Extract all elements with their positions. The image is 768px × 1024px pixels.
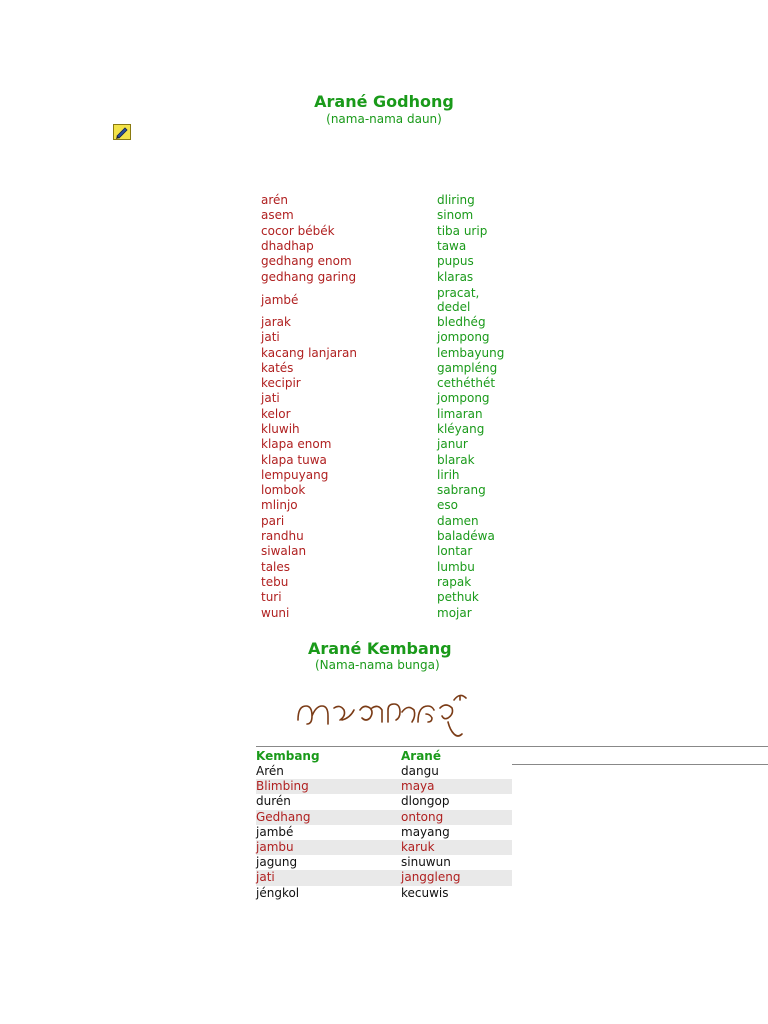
leaves-title: Arané Godhong [314,92,454,111]
table-row [261,208,504,223]
leaf-name: blarak [437,452,475,467]
flower-name: janggleng [401,870,512,885]
plant-name: kacang lanjaran [261,345,357,360]
leaf-name: kléyang [437,422,485,436]
flower-plant: Blimbing [256,779,401,794]
pencil-edit-icon[interactable] [113,124,131,140]
column-header-arane: Arané [401,749,441,763]
flower-name: karuk [401,840,512,855]
leaf-name: lembayung [437,345,505,360]
table-row [261,254,504,269]
flower-plant: jambé [256,825,401,840]
plant-name: jarak [261,314,291,329]
leaves-subtitle: (nama-nama daun) [326,112,442,126]
plant-name: jati [261,330,280,345]
table-row [261,285,504,315]
table-row [256,794,512,809]
leaf-name: gampléng [437,360,498,375]
table-row [261,239,504,254]
plant-name: tebu [261,574,289,589]
flower-plant: Gedhang [256,810,401,825]
flowers-title: Arané Kembang [308,639,452,658]
plant-name: jati [261,391,280,406]
table-row [261,391,504,406]
flower-plant: Arén [256,764,401,779]
table-row [256,779,512,794]
plant-name: cocor bébék [261,223,335,238]
leaf-name: tiba urip [437,223,488,238]
plant-name: katés [261,360,294,375]
leaf-name: jompong [437,330,490,345]
plant-name: siwalan [261,544,307,559]
flowers-subtitle: (Nama-nama bunga) [315,658,440,672]
plant-name: kecipir [261,376,301,391]
leaf-name: dliring [437,193,475,208]
table-row [256,764,512,779]
leaf-name: sabrang [437,483,486,498]
leaf-name: eso [437,498,458,513]
leaf-name: tawa [437,239,467,254]
leaf-name: lumbu [437,559,475,574]
table-row [261,193,504,208]
leaf-name: janur [437,437,468,452]
table-row [261,330,504,345]
plant-name: wuni [261,605,290,620]
table-row [261,315,504,330]
table-row [261,529,504,544]
plant-name: jambé [261,292,299,307]
table-row [261,376,504,391]
flower-name: maya [401,779,512,794]
table-row [261,544,504,559]
javanese-script-image [292,686,474,742]
table-row [256,840,512,855]
table-row [261,422,504,437]
plant-name: mlinjo [261,498,298,513]
plant-name: lempuyang [261,467,329,482]
leaf-name: sinom [437,208,474,223]
flower-plant: jagung [256,855,401,870]
leaf-name: pracat, dedel [437,285,480,314]
flower-name: mayang [401,825,512,840]
leaf-name: lirih [437,467,460,482]
plant-name: arén [261,193,289,208]
table-row [261,605,504,620]
flower-name: dlongop [401,794,512,809]
leaf-name: baladéwa [437,529,495,544]
leaves-table [261,193,504,621]
leaf-name: cethéthét [437,376,496,391]
leaf-name: bledhég [437,314,486,329]
plant-name: klapa tuwa [261,452,327,467]
plant-name: tales [261,559,291,574]
flower-name: ontong [401,810,512,825]
table-row [261,498,504,513]
plant-name: pari [261,513,285,528]
leaf-name: klaras [437,269,474,284]
leaf-name: pethuk [437,590,479,605]
table-row [261,345,504,360]
table-row [256,810,512,825]
leaf-name: pupus [437,254,474,269]
table-row [261,452,504,467]
plant-name: turi [261,590,282,605]
table-row [261,560,504,575]
table-row [261,269,504,284]
table-row [256,855,512,870]
plant-name: gedhang garing [261,269,357,284]
plant-name: gedhang enom [261,254,352,269]
plant-name: klapa enom [261,437,332,452]
table-row [256,886,512,901]
table-row [261,224,504,239]
flowers-table [256,748,512,901]
plant-name: dhadhap [261,239,314,254]
table-row [256,825,512,840]
column-header-kembang: Kembang [256,749,320,763]
leaf-name: rapak [437,574,472,589]
table-row [256,870,512,885]
leaf-name: jompong [437,391,490,406]
leaf-name: damen [437,513,479,528]
leaf-name: mojar [437,605,472,620]
leaf-name: limaran [437,406,483,421]
table-row [261,468,504,483]
table-row [261,483,504,498]
plant-name: randhu [261,529,304,544]
plant-name: asem [261,208,294,223]
plant-name: kluwih [261,422,300,436]
table-row [261,514,504,529]
flowers-rule-top [256,746,768,747]
table-row [261,590,504,605]
leaf-name: lontar [437,544,473,559]
table-row [261,407,504,422]
flower-name: sinuwun [401,855,512,870]
flower-plant: jéngkol [256,886,401,901]
flower-name: kecuwis [401,886,512,901]
table-row [261,361,504,376]
plant-name: lombok [261,483,306,498]
flower-plant: durén [256,794,401,809]
flower-plant: jambu [256,840,401,855]
table-row [261,575,504,590]
table-row [261,437,504,452]
flower-plant: jati [256,870,401,885]
plant-name: kelor [261,406,291,421]
flower-name: dangu [401,764,512,779]
